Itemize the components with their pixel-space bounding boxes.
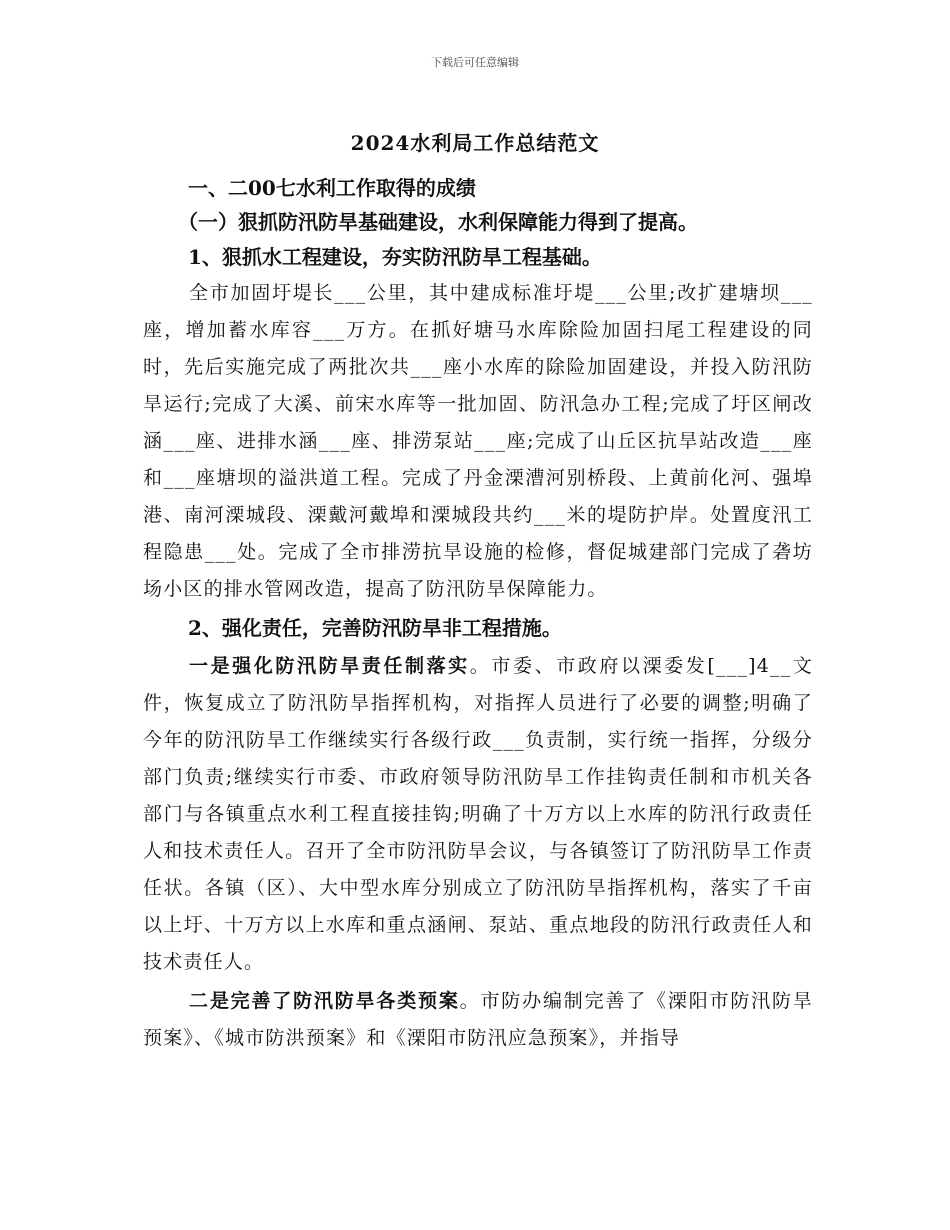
page-header-note: 下载后可任意编辑 [431, 56, 519, 69]
paragraph-responsibility [143, 648, 813, 981]
document-title: 2024水利局工作总结范文 [350, 131, 600, 155]
document-body [143, 172, 813, 1059]
subsection-heading: （一）狠抓防汛防旱基础建设，水利保障能力得到了提高。 [178, 210, 698, 234]
section-heading: 一、二00七水利工作取得的成绩 [188, 176, 476, 200]
paragraph-plans-lead: 二是完善了防汛防旱各类预案 [189, 990, 460, 1012]
paragraph-engineering: 全市加固圩堤长___公里，其中建成标准圩堤___公里;改扩建塘坝___座，增加蓄水库容___万方。在抓好塘马水库除险加固扫尾工程建设的同时，先后实施完成了两批次共___座小水库的除险加固建设，并投入防汛防旱运行;完成了大溪、前宋水库等一批加固、防汛急办工程;完成了圩区闸改涵___座、进排水涵___座、排涝泵站___座;完成了山丘区抗旱站改造___座和___座塘坝的溢洪道工程。完成了丹金溧漕河别桥段、上黄前化河、强埠港、南河溧城段、溧戴河戴埠和溧城段共约___米的堤防护岸。处置度汛工程隐患___处。完成了全市排涝抗旱设施的检修，督促城建部门完成了砻坊场小区的排水管网改造，提高了防汛防旱保障能力。 [143, 282, 813, 600]
item-heading-1: 1、狠抓水工程建设，夯实防汛防旱工程基础。 [188, 245, 602, 269]
item-heading-2: 2、强化责任，完善防汛防旱非工程措施。 [188, 616, 562, 640]
paragraph-responsibility-lead: 一是强化防汛防旱责任制落实 [189, 655, 470, 677]
paragraph-responsibility-body: 。市委、市政府以溧委发[___]4__文件，恢复成立了防汛防旱指挥机构，对指挥人员进行了必要的调整;明确了今年的防汛防旱工作继续实行各级行政___负责制，实行统一指挥，分级分部门负责;继续实行市委、市政府领导防汛防旱工作挂钩责任制和市机关各部门与各镇重点水利工程直接挂钩;明确了十万方以上水库的防汛行政责任人和技术责任人。召开了全市防汛防旱会议，与各镇签订了防汛防旱工作责任状。各镇（区）、大中型水库分别成立了防汛防旱指挥机构，落实了千亩以上圩、十万方以上水库和重点涵闸、泵站、重点地段的防汛行政责任人和技术责任人。 [143, 655, 813, 973]
paragraph-plans [143, 983, 813, 1057]
paragraph-plans-body: 。市防办编制完善了《溧阳市防汛防旱预案》、《城市防洪预案》和《溧阳市防汛应急预案》，并指导 [143, 990, 813, 1049]
